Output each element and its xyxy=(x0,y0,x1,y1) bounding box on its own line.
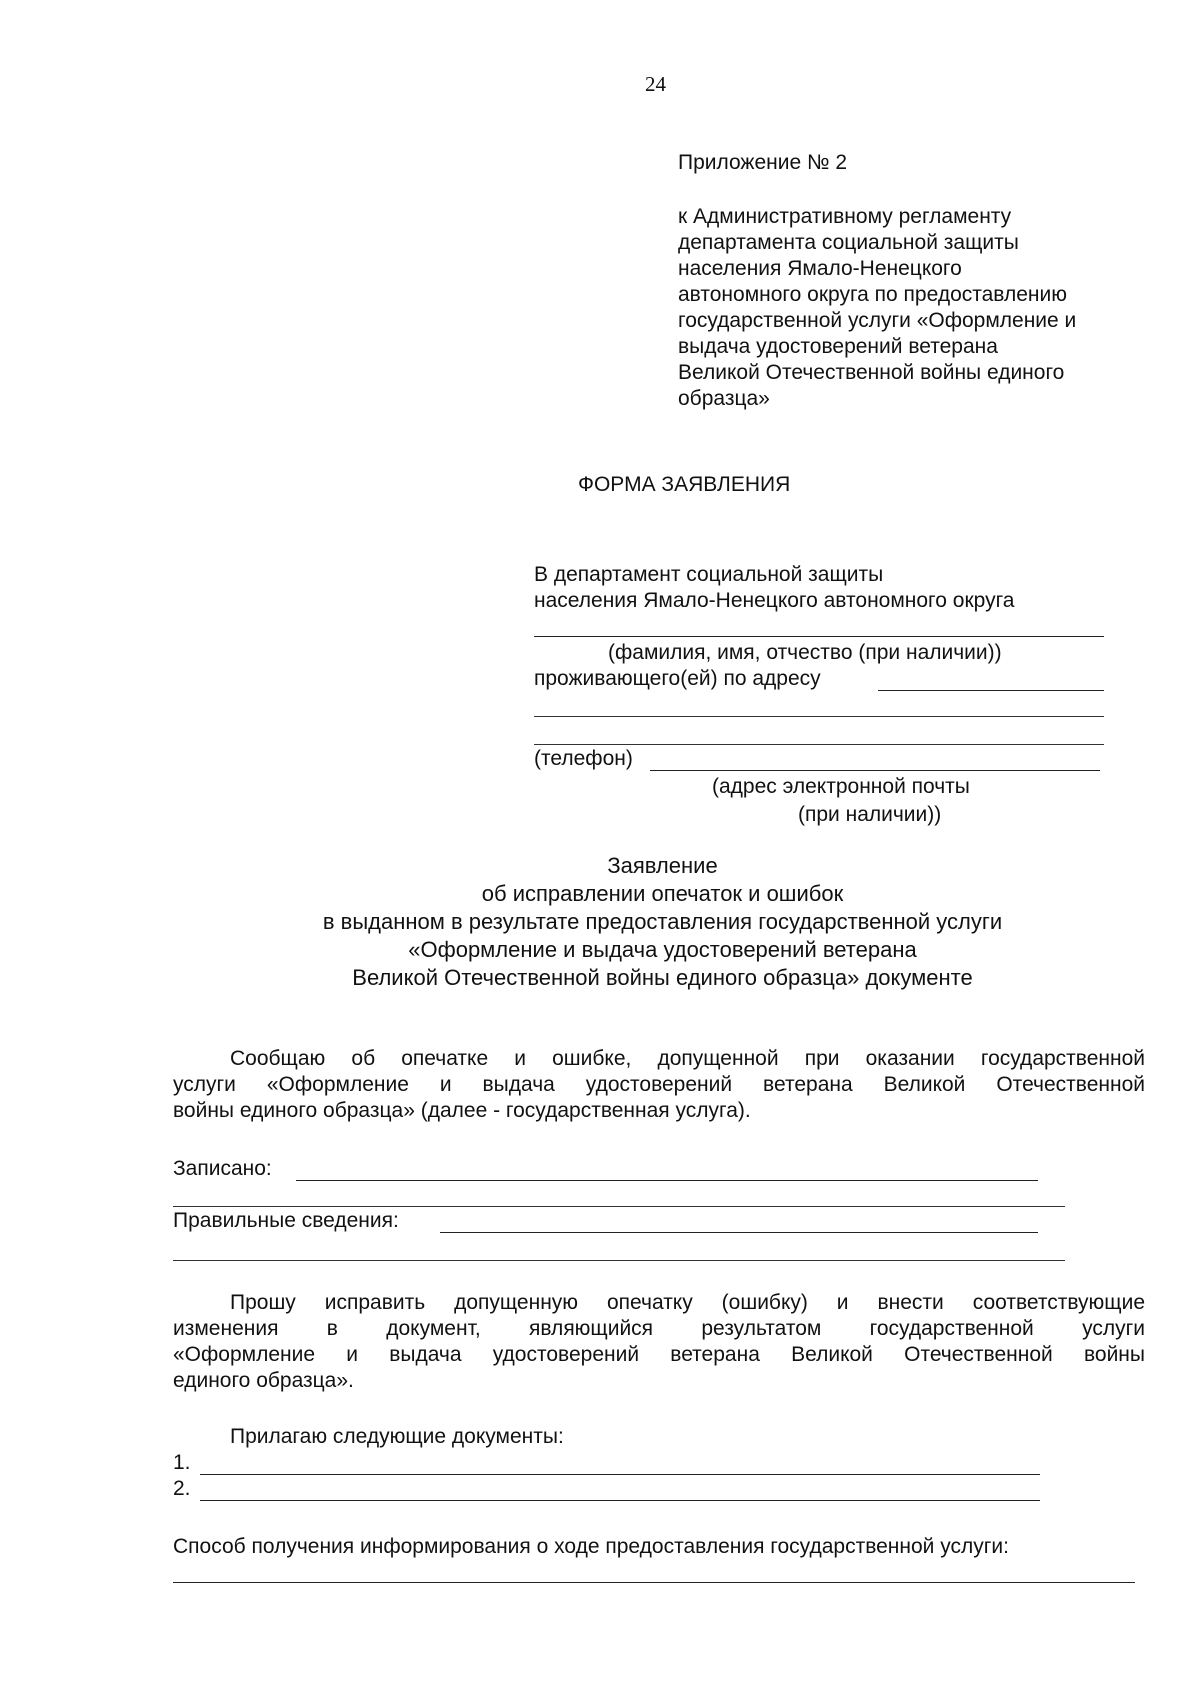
addressee-line-1: В департамент социальной защиты xyxy=(534,563,884,586)
form-heading: ФОРМА ЗАЯВЛЕНИЯ xyxy=(578,473,791,496)
written-input-line-2[interactable] xyxy=(173,1206,1065,1207)
address-input-line-3[interactable] xyxy=(534,744,1104,745)
appendix-line: к Административному регламенту xyxy=(678,205,1012,228)
statement-title-line: «Оформление и выдача удостоверений ветерана xyxy=(408,937,917,962)
addressee-line-2: населения Ямало-Ненецкого автономного округа xyxy=(534,589,1015,612)
statement-title-line: Великой Отечественной войны единого образца» документе xyxy=(352,965,973,990)
delivery-method-input-line[interactable] xyxy=(173,1582,1135,1583)
statement-title-line: в выданном в результате предоставления государственной услуги xyxy=(322,909,1003,934)
appendix-line: образца» xyxy=(678,387,770,410)
correct-input-line-2[interactable] xyxy=(173,1260,1065,1261)
appendix-line: Великой Отечественной войны единого xyxy=(678,361,1065,384)
paragraph-line: услуги «Оформление и выдача удостоверений ветерана Великой Отечественной xyxy=(173,1073,1145,1096)
email-caption-1: (адрес электронной почты xyxy=(712,775,970,798)
address-input-line-2[interactable] xyxy=(534,716,1104,717)
paragraph-line: войны единого образца» (далее - государственная услуга). xyxy=(173,1099,751,1122)
phone-label: (телефон) xyxy=(534,747,633,770)
paragraph-line: Прошу исправить допущенную опечатку (ошибку) и внести соответствующие xyxy=(230,1291,1145,1314)
appendix-line: автономного округа по предоставлению xyxy=(678,283,1067,306)
email-caption-2: (при наличии)) xyxy=(798,803,942,826)
statement-title xyxy=(180,852,1145,992)
page-number: 24 xyxy=(645,72,666,96)
appendix-line: выдача удостоверений ветерана xyxy=(678,335,998,358)
paragraph-line: Сообщаю об опечатке и ошибке, допущенной при оказании государственной xyxy=(230,1047,1145,1070)
appendix-line: государственной услуги «Оформление и xyxy=(678,309,1077,332)
attachments-label: Прилагаю следующие документы: xyxy=(230,1425,564,1448)
paragraph-line: изменения в документ, являющийся результатом государственной услуги xyxy=(173,1317,1145,1340)
delivery-method-label: Способ получения информирования о ходе предоставления государственной услуги: xyxy=(173,1535,1009,1558)
fio-caption: (фамилия, имя, отчество (при наличии)) xyxy=(608,641,1002,664)
attachment-number-2: 2. xyxy=(173,1477,191,1500)
correct-input-line[interactable] xyxy=(440,1232,1038,1233)
address-input-line[interactable] xyxy=(878,690,1104,691)
paragraph-line: «Оформление и выдача удостоверений ветерана Великой Отечественной войны xyxy=(173,1343,1145,1366)
attachment-input-line-2[interactable] xyxy=(200,1500,1040,1501)
correct-label: Правильные сведения: xyxy=(173,1209,399,1232)
appendix-reference xyxy=(678,204,1076,412)
phone-email-input-line[interactable] xyxy=(650,770,1100,771)
written-input-line[interactable] xyxy=(296,1180,1038,1181)
attachment-input-line-1[interactable] xyxy=(200,1474,1040,1475)
statement-title-line: Заявление xyxy=(607,853,718,878)
statement-title-line: об исправлении опечаток и ошибок xyxy=(481,881,844,906)
appendix-line: департамента социальной защиты xyxy=(678,231,1019,254)
attachment-number-1: 1. xyxy=(173,1451,191,1474)
appendix-title: Приложение № 2 xyxy=(678,151,848,174)
residing-label: проживающего(ей) по адресу xyxy=(534,667,821,690)
written-label: Записано: xyxy=(173,1157,272,1180)
paragraph-line: единого образца». xyxy=(173,1369,354,1392)
request-paragraph xyxy=(173,1290,1145,1394)
appendix-line: населения Ямало-Ненецкого xyxy=(678,257,962,280)
report-paragraph xyxy=(173,1046,1145,1124)
fio-input-line[interactable] xyxy=(534,636,1104,637)
